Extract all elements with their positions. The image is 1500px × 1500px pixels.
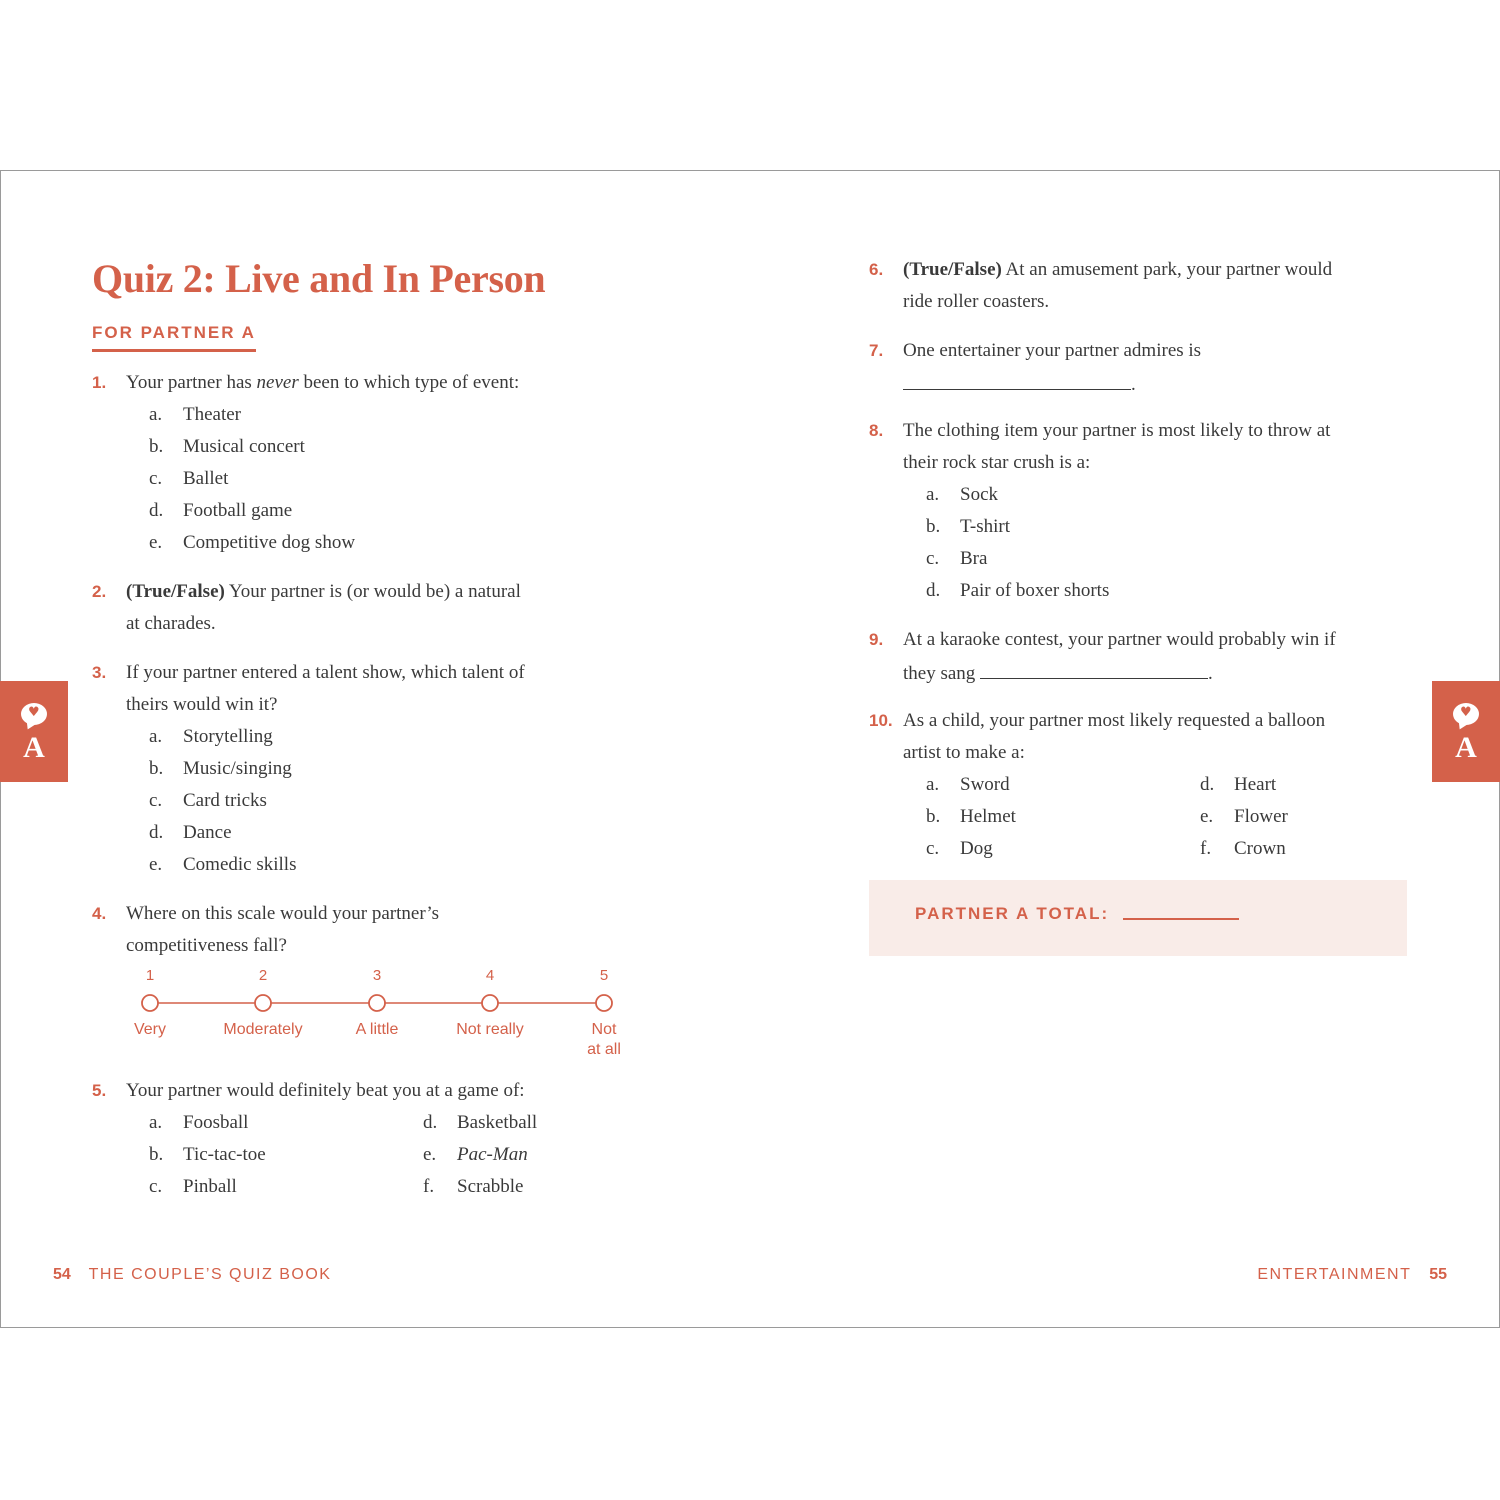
question-number: 7. [869, 341, 884, 360]
scale-label: A little [355, 1021, 399, 1038]
scale-number: 3 [372, 967, 382, 984]
page-number: 55 [1429, 1266, 1447, 1283]
scale-label: Moderately [223, 1021, 303, 1038]
scale-number: 2 [258, 967, 268, 984]
option[interactable]: c. Bra [926, 548, 988, 569]
question-text: As a child, your partner most likely requested a balloon artist to make a: [903, 710, 1326, 763]
option[interactable]: e. Flower [1200, 806, 1288, 827]
option[interactable]: b. Musical concert [149, 436, 305, 457]
option[interactable]: a. Sword [926, 774, 1010, 795]
footer-left [53, 1266, 331, 1284]
scale-number: 4 [485, 967, 495, 984]
option[interactable]: d. Heart [1200, 774, 1277, 795]
option[interactable]: a. Foosball [149, 1112, 249, 1133]
option[interactable]: d. Basketball [423, 1112, 538, 1133]
total-label: PARTNER A TOTAL: [915, 904, 1110, 923]
question-number: 8. [869, 421, 884, 440]
scale-number: 1 [145, 967, 155, 984]
heart-icon: ♥ [1460, 705, 1472, 720]
question-number: 1. [92, 373, 107, 392]
question-text: Your partner would definitely beat you at a game of: [126, 1080, 525, 1101]
option[interactable]: b. T-shirt [926, 516, 1010, 537]
total-box [869, 880, 1407, 956]
option[interactable]: f. Crown [1200, 838, 1286, 859]
scale-label: Very [133, 1021, 166, 1038]
question-text: Your partner has never been to which type of event: [126, 372, 520, 393]
running-head: THE COUPLE’S QUIZ BOOK [88, 1266, 332, 1283]
option[interactable]: b. Helmet [926, 806, 1016, 827]
scale-label: Not really [456, 1021, 524, 1038]
scale-label: Not at all [587, 1021, 621, 1058]
option[interactable]: e. Comedic skills [149, 854, 297, 875]
question-text: One entertainer your partner admires is . [903, 340, 1202, 395]
option[interactable]: c. Pinball [149, 1176, 237, 1197]
option[interactable]: d. Dance [149, 822, 232, 843]
question-text: If your partner entered a talent show, which talent of theirs would win it? [126, 662, 525, 715]
quiz-title: Quiz 2: Live and In Person [92, 256, 546, 301]
option[interactable]: a. Theater [149, 404, 242, 425]
section-tab-right [1432, 681, 1500, 782]
answer-blank[interactable] [980, 656, 1208, 679]
option[interactable]: e. Competitive dog show [149, 532, 356, 553]
question-number: 6. [869, 260, 884, 279]
heart-icon: ♥ [28, 705, 40, 720]
answer-blank[interactable] [903, 367, 1131, 390]
question-text: At a karaoke contest, your partner would probably win if they sang . [903, 629, 1336, 684]
scale-point-3 [369, 995, 385, 1011]
option[interactable]: c. Card tricks [149, 790, 267, 811]
question-number: 3. [92, 663, 107, 682]
option[interactable]: b. Tic-tac-toe [149, 1144, 266, 1165]
question-number: 5. [92, 1081, 107, 1100]
option[interactable]: a. Storytelling [149, 726, 273, 747]
option[interactable]: e. Pac-Man [423, 1144, 528, 1165]
question-text: The clothing item your partner is most likely to throw at their rock star crush is a: [903, 420, 1331, 473]
option[interactable]: c. Dog [926, 838, 993, 859]
option[interactable]: f. Scrabble [423, 1176, 524, 1197]
section-tab-left [0, 681, 68, 782]
question-text: Where on this scale would your partner’s competitiveness fall? [126, 903, 440, 956]
question-number: 2. [92, 582, 107, 601]
question-number: 4. [92, 904, 107, 923]
competitiveness-scale [130, 990, 630, 1016]
question-number: 10. [869, 711, 893, 730]
footer-right [1257, 1266, 1447, 1284]
scale-point-5 [596, 995, 612, 1011]
partner-subhead: FOR PARTNER A [92, 323, 256, 352]
option[interactable]: b. Music/singing [149, 758, 292, 779]
option[interactable]: d. Football game [149, 500, 293, 521]
option[interactable]: c. Ballet [149, 468, 229, 489]
tab-letter: A [23, 731, 45, 764]
scale-point-4 [482, 995, 498, 1011]
question-text: (True/False) Your partner is (or would be) a natural at charades. [126, 581, 521, 634]
option[interactable]: a. Sock [926, 484, 998, 505]
scale-point-1 [142, 995, 158, 1011]
page-number: 54 [53, 1266, 71, 1283]
question-number: 9. [869, 630, 884, 649]
total-blank[interactable] [1123, 918, 1239, 920]
running-head: ENTERTAINMENT [1257, 1266, 1412, 1283]
question-text: (True/False) At an amusement park, your partner would ride roller coasters. [903, 259, 1333, 312]
tab-letter: A [1455, 731, 1477, 764]
scale-number: 5 [599, 967, 609, 984]
option[interactable]: d. Pair of boxer shorts [926, 580, 1110, 601]
scale-point-2 [255, 995, 271, 1011]
